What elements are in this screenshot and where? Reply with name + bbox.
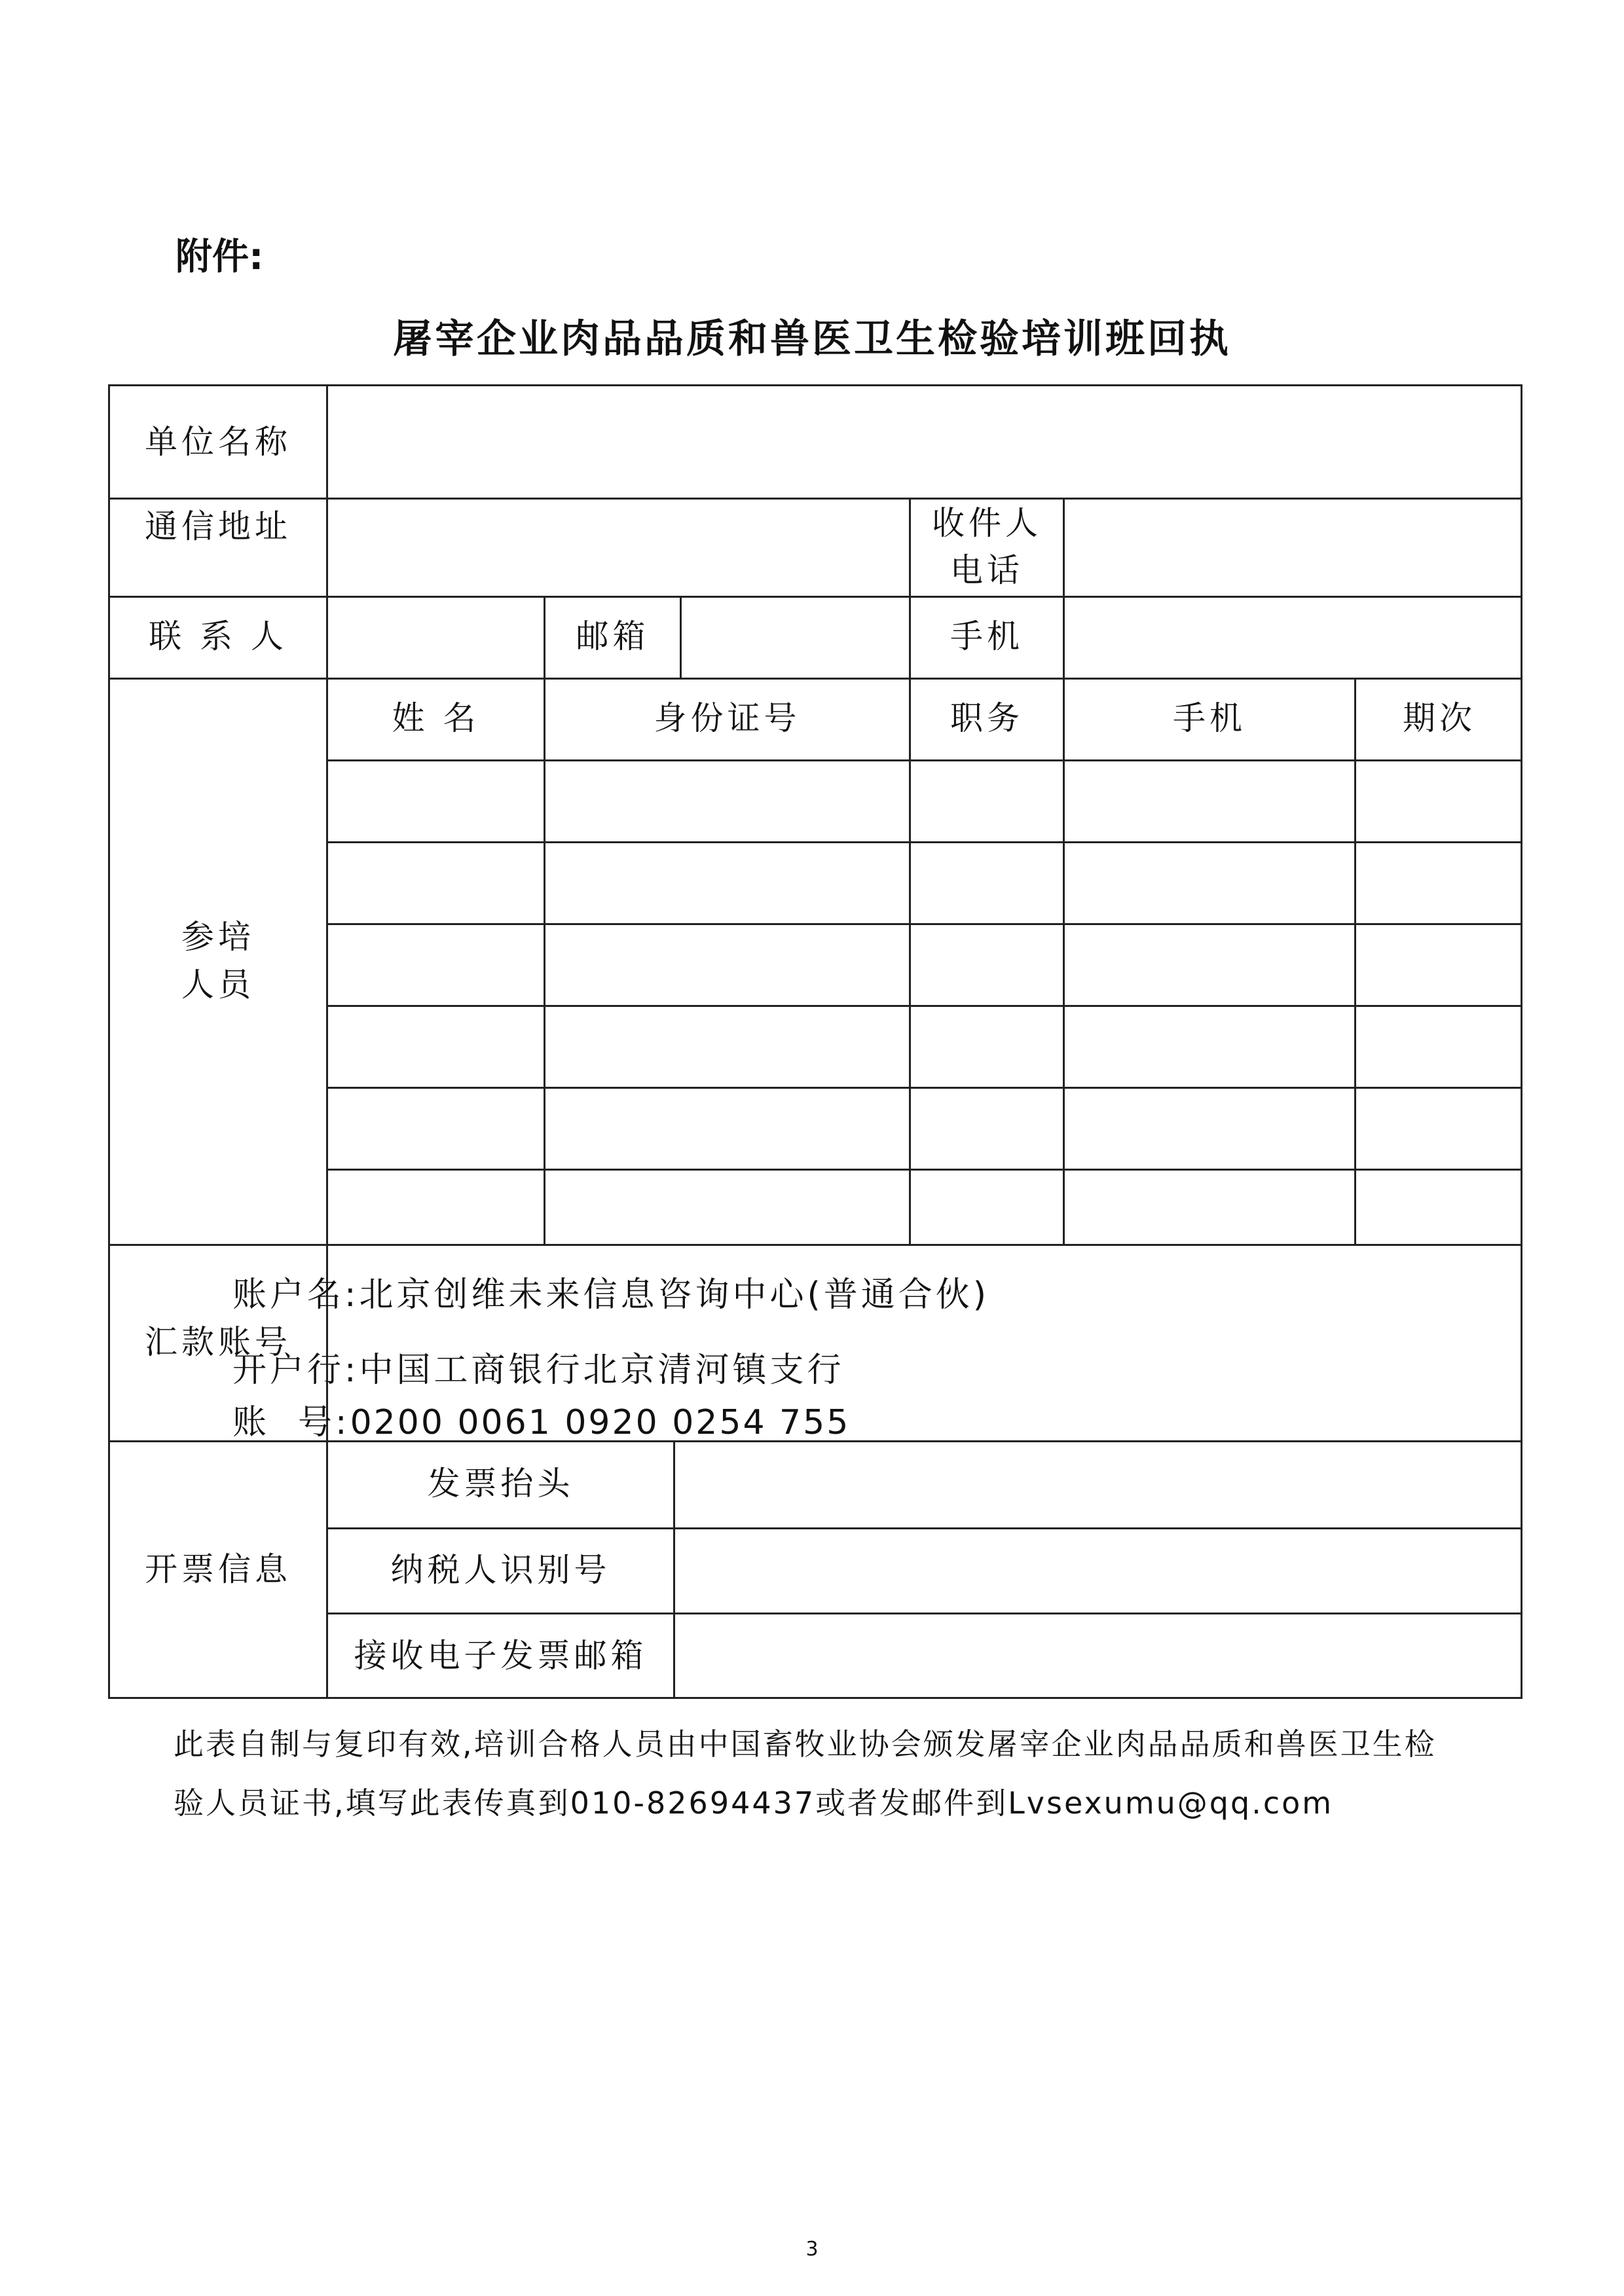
col-header-name: 姓 名 <box>392 699 480 738</box>
remittance-label: 汇款账号 <box>145 1322 291 1361</box>
account-number-row <box>232 1394 850 1444</box>
participant-mobile-input[interactable] <box>1065 925 1354 1005</box>
participant-position-input[interactable] <box>911 1089 1063 1169</box>
recipient-phone-label: 收件人 电话 <box>932 503 1042 589</box>
participant-position-input[interactable] <box>911 843 1063 923</box>
participant-id-input[interactable] <box>545 843 909 923</box>
col-header-position: 职务 <box>950 699 1024 738</box>
participant-name-input[interactable] <box>328 925 544 1005</box>
invoice-email-label: 接收电子发票邮箱 <box>354 1636 648 1675</box>
participant-mobile-input[interactable] <box>1065 1007 1354 1087</box>
note-line-1: 此表自制与复印有效,培训合格人员由中国畜牧业协会颁发屠宰企业肉品品质和兽医卫生检 <box>174 1726 1437 1762</box>
participant-id-input[interactable] <box>545 925 909 1005</box>
participants-label: 参培 人员 <box>181 918 255 1004</box>
participant-position-input[interactable] <box>911 761 1063 841</box>
participant-id-input[interactable] <box>545 761 909 841</box>
participant-position-input[interactable] <box>911 1171 1063 1244</box>
account-number-label: 账 号: <box>232 1403 350 1442</box>
invoice-email-field[interactable] <box>675 1614 1522 1699</box>
invoice-label: 开票信息 <box>145 1550 291 1589</box>
participant-session-input[interactable] <box>1356 843 1522 923</box>
reply-form-table <box>108 384 1522 1699</box>
account-name: 账户名:北京创维未来信息咨询中心(普通合伙) <box>232 1275 990 1315</box>
page-number: 3 <box>805 2238 819 2261</box>
participant-mobile-input[interactable] <box>1065 843 1354 923</box>
participant-session-input[interactable] <box>1356 1007 1522 1087</box>
bank-name: 开户行:中国工商银行北京清河镇支行 <box>232 1351 845 1390</box>
participant-session-input[interactable] <box>1356 925 1522 1005</box>
attachment-label: 附件: <box>175 236 264 278</box>
participant-name-input[interactable] <box>328 761 544 841</box>
participant-position-input[interactable] <box>911 1007 1063 1087</box>
participant-session-input[interactable] <box>1356 761 1522 841</box>
participant-mobile-input[interactable] <box>1065 761 1354 841</box>
taxpayer-id-field[interactable] <box>675 1529 1522 1613</box>
participant-id-input[interactable] <box>545 1089 909 1169</box>
form-title: 屠宰企业肉品品质和兽医卫生检验培训班回执 <box>393 316 1231 362</box>
participant-name-input[interactable] <box>328 1089 544 1169</box>
participant-id-input[interactable] <box>545 1007 909 1087</box>
recipient-phone-field[interactable] <box>1065 500 1522 596</box>
email-label: 邮箱 <box>576 617 650 656</box>
participant-name-input[interactable] <box>328 1007 544 1087</box>
mobile-field[interactable] <box>1065 598 1522 678</box>
col-header-id-number: 身份证号 <box>654 699 801 738</box>
participant-session-input[interactable] <box>1356 1089 1522 1169</box>
contact-label: 联 系 人 <box>149 617 287 656</box>
participant-mobile-input[interactable] <box>1065 1089 1354 1169</box>
contact-field[interactable] <box>328 598 544 678</box>
address-label: 通信地址 <box>145 507 291 545</box>
participant-position-input[interactable] <box>911 925 1063 1005</box>
account-number: 0200 0061 0920 0254 755 <box>350 1403 851 1442</box>
unit-name-label: 单位名称 <box>145 422 291 461</box>
mobile-label: 手机 <box>950 617 1024 656</box>
address-field[interactable] <box>328 500 909 596</box>
participant-name-input[interactable] <box>328 1171 544 1244</box>
unit-name-field[interactable] <box>328 386 1522 498</box>
invoice-title-label: 发票抬头 <box>427 1465 574 1503</box>
participant-name-input[interactable] <box>328 843 544 923</box>
invoice-title-field[interactable] <box>675 1442 1522 1527</box>
col-header-mobile: 手机 <box>1173 699 1246 738</box>
col-header-session: 期次 <box>1403 699 1476 738</box>
note-line-2: 验人员证书,填写此表传真到010-82694437或者发邮件到Lvsexumu@qq.com <box>174 1785 1334 1821</box>
participant-session-input[interactable] <box>1356 1171 1522 1244</box>
email-field[interactable] <box>682 598 909 678</box>
participant-id-input[interactable] <box>545 1171 909 1244</box>
taxpayer-id-label: 纳税人识别号 <box>390 1550 611 1589</box>
participant-mobile-input[interactable] <box>1065 1171 1354 1244</box>
